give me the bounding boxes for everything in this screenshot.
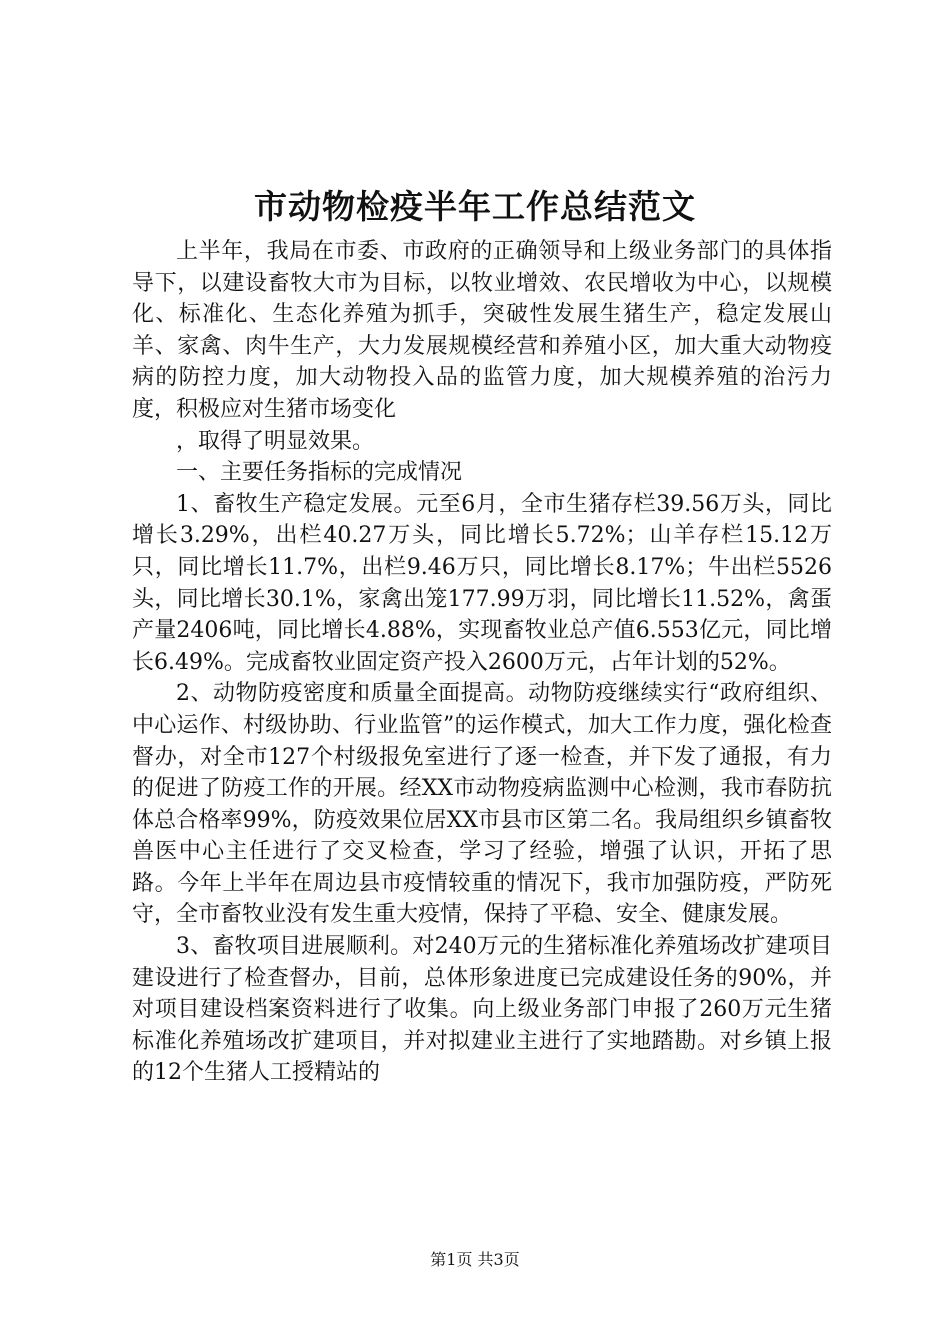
- paragraph-intro-continued: ，取得了明显效果。: [176, 428, 375, 454]
- page-footer: 第1页 共3页: [430, 1250, 520, 1269]
- section-heading-main-tasks: 一、主要任务指标的完成情况: [176, 460, 463, 486]
- paragraph-livestock-projects: 3、畜牧项目进展顺利。对240万元的生猪标准化养殖场改扩建项目建设进行了检查督办，目前，总体形象进度已完成建设任务的90%，并对项目建设档案资料进行了收集。向上级业务部门申报了260万元生猪标准化养殖场改扩建项目，并对拟建业主进行了实地踏勘。对乡镇上报的12个生猪人工授精站的: [132, 934, 832, 1086]
- paragraph-livestock-production: 1、畜牧生产稳定发展。元至6月，全市生猪存栏39.56万头，同比增长3.29%，出栏40.27万头，同比增长5.72%；山羊存栏15.12万只，同比增长11.7%，出栏9.46万只，同比增长8.17%；牛出栏5526头，同比增长30.1%，家禽出笼177.99万羽，同比增长11.52%，禽蛋产量2406吨，同比增长4.88%，实现畜牧业总产值6.553亿元，同比增长6.49%。完成畜牧业固定资产投入2600万元，占年计划的52%。: [132, 491, 832, 675]
- paragraph-epidemic-prevention: 2、动物防疫密度和质量全面提高。动物防疫继续实行“政府组织、中心运作、村级协助、行业监管”的运作模式，加大工作力度，强化检查督办，对全市127个村级报免室进行了逐一检查，并下发了通报，有力的促进了防疫工作的开展。经XX市动物疫病监测中心检测，我市春防抗体总合格率99%，防疫效果位居XX市县市区第二名。我局组织乡镇畜牧兽医中心主任进行了交叉检查，学习了经验，增强了认识，开拓了思路。今年上半年在周边县市疫情较重的情况下，我市加强防疫，严防死守，全市畜牧业没有发生重大疫情，保持了平稳、安全、健康发展。: [132, 681, 832, 928]
- paragraph-intro: 上半年，我局在市委、市政府的正确领导和上级业务部门的具体指导下，以建设畜牧大市为目标，以牧业增效、农民增收为中心，以规模化、标准化、生态化养殖为抓手，突破性发展生猪生产，稳定发展山羊、家禽、肉牛生产，大力发展规模经营和养殖小区，加大重大动物疫病的防控力度，加大动物投入品的监管力度，加大规模养殖的治污力度，积极应对生猪市场变化: [132, 239, 832, 422]
- document-title: 市动物检疫半年工作总结范文: [254, 187, 696, 226]
- document-body: [132, 236, 832, 1089]
